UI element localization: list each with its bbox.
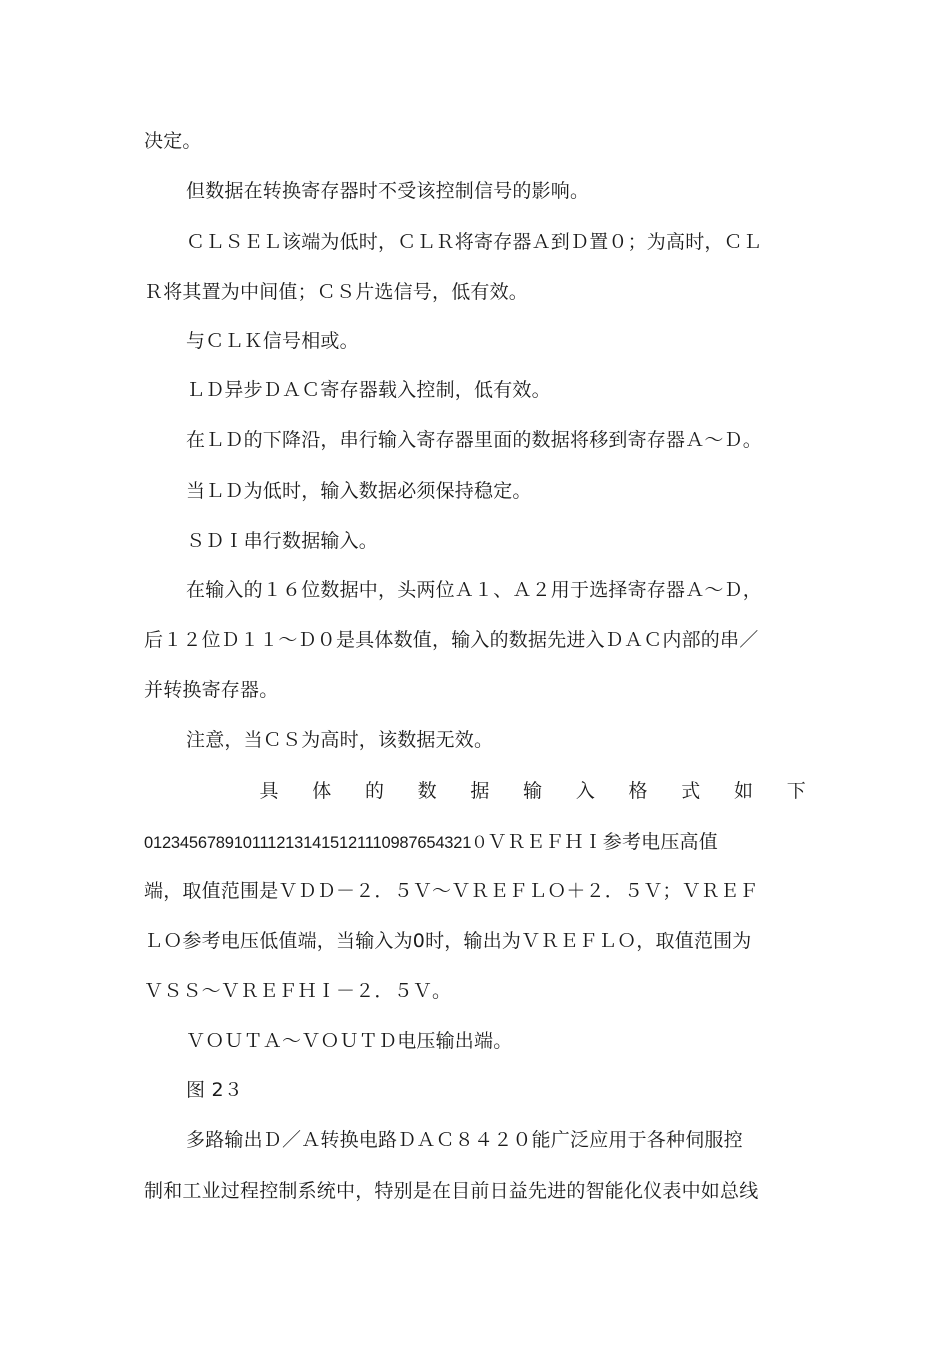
text-line-9: ＳＤＩ串行数据输入。 [186,530,379,552]
text-line-18: 多路输出Ｄ／Ａ转换电路ＤＡＣ８４２０能广泛应用于各种伺服控 [186,1129,743,1151]
text-line-15: ＬＯ参考电压低值端，当输入为0时，输出为ＶＲＥＦＬＯ，取值范围为 [144,930,752,952]
spaced-heading-line [186,779,806,803]
spaced-char: 如 [733,780,754,802]
text-line-17: ＶＯＵＴＡ～ＶＯＵＴＤ电压输出端。 [186,1030,513,1052]
digit-sequence: 0123456789101112131415121110987654321０ [144,834,488,852]
text-line-4: Ｒ将其置为中间值；ＣＳ片选信号，低有效。 [144,281,529,303]
spaced-char: 输 [523,780,543,802]
text-line-1: 决定。 [144,130,202,152]
text-line-2: 但数据在转换寄存器时不受该控制信号的影响。 [186,180,590,202]
spaced-char: 体 [312,780,332,802]
spaced-char: 数 [417,780,437,802]
text-line-7: 在ＬＤ的下降沿，串行输入寄存器里面的数据将移到寄存器Ａ～Ｄ。 [186,429,763,451]
text-line-16: ＶＳＳ～ＶＲＥＦＨＩ－２．５Ｖ。 [144,980,452,1002]
text-line-14: 端，取值范围是ＶＤＤ－２．５Ｖ～ＶＲＥＦＬＯ＋２．５Ｖ；ＶＲＥＦ [144,880,759,902]
text-line-3: ＣＬＳＥＬ该端为低时，ＣＬＲ将寄存器Ａ到Ｄ置０；为高时，ＣＬ [186,231,763,253]
text-line-8: 当ＬＤ为低时，输入数据必须保持稳定。 [186,480,532,502]
spaced-char: 具 [259,780,279,802]
text-line-5: 与ＣＬＫ信号相或。 [186,330,359,352]
digit-suffix: ＶＲＥＦＨＩ参考电压高值 [487,831,718,853]
digits-line [144,830,718,855]
text-line-11: 后１２位Ｄ１１～Ｄ０是具体数值，输入的数据先进入ＤＡＣ内部的串／ [144,629,759,651]
figure-caption: 图 2３ [186,1079,243,1101]
spaced-char: 格 [628,780,648,802]
spaced-char: 的 [364,780,385,802]
spaced-char: 下 [786,780,806,802]
text-line-10: 在输入的１６位数据中，头两位Ａ１、Ａ２用于选择寄存器Ａ～Ｄ， [186,579,763,601]
text-line-6: ＬＤ异步ＤＡＣ寄存器载入控制，低有效。 [186,379,551,401]
text-line-13: 注意，当ＣＳ为高时，该数据无效。 [186,729,494,751]
spaced-char: 据 [470,780,490,802]
text-line-12: 并转换寄存器。 [144,679,279,701]
spaced-char: 入 [575,780,596,802]
spaced-char: 式 [681,780,701,802]
text-line-19: 制和工业过程控制系统中，特别是在目前日益先进的智能化仪表中如总线 [144,1180,759,1202]
